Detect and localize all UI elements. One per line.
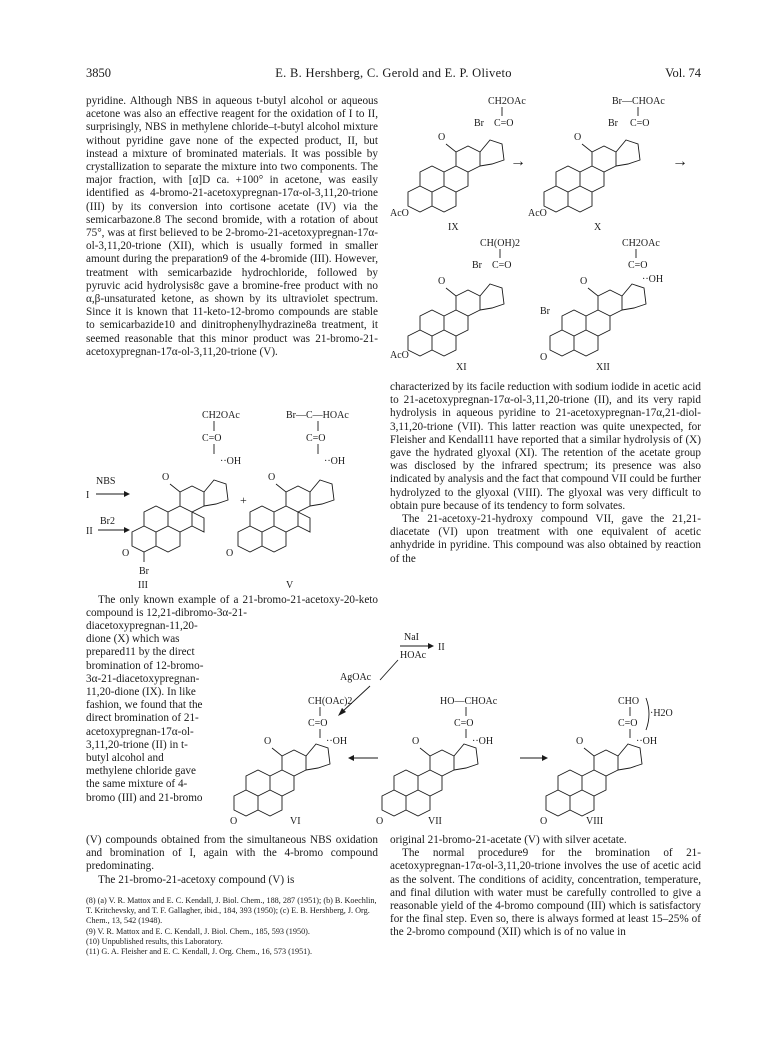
footnote-9: (9) V. R. Mattox and E. C. Kendall, J. Biol. Chem., 185, 593 (1950). [86, 926, 310, 936]
paragraph-text: (V) compounds obtained from the simultaneous NBS oxidation and bromination of I, again with the 4-bromo compound predominating. [86, 834, 378, 873]
x-o: O [574, 132, 582, 143]
nai-reagent: NaI [404, 632, 419, 643]
paragraph-text: characterized by its facile reduction with sodium iodide in acetic acid to 21-acetoxypregnan-17α-ol-3,11,20-trione (II), and its very rapid hydrolysis in aqueous pyridine to 21-acetoxypregnan-17α,21-diol-3,11,20-trione (VII). This latter reaction was quite unexpected, for Fleisher and Kendall11 have reported that a similar hydrolysis of (X) gave the hydrated glyoxal (XI). The retention of the acetate group was disclosed by the infrared spectrum; its presence was also indicated by analysis and the fact that compound VII could be further hydrolyzed to the glyoxal (VIII). The glyoxal was very difficult to obtain pure because of its tendency to form solvates. [390, 381, 701, 512]
vii-c20: C=O [454, 718, 474, 729]
xii-o: O [580, 276, 588, 287]
xi-label: XI [456, 362, 467, 373]
viii-oh: ··OH [636, 736, 658, 747]
x-sidechain: Br—CHOAc [612, 96, 665, 107]
viii-o: O [576, 736, 584, 747]
v-sidechain: Br—C—HOAc [286, 410, 349, 421]
br2-reagent: Br2 [100, 516, 115, 527]
hoac-reagent: HOAc [400, 650, 427, 661]
vi-oh: ··OH [326, 736, 348, 747]
vii-o: O [412, 736, 420, 747]
viii-sidechain: CHO [618, 696, 640, 707]
footnotes [86, 896, 378, 957]
xii-sidechain: CH2OAc [622, 238, 660, 249]
reactant-ii: II [86, 526, 93, 537]
vi-sidechain: CH(OAc)2 [308, 696, 353, 707]
iii-sidechain: CH2OAc [202, 410, 240, 421]
agoac-reagent: AgOAc [340, 672, 372, 683]
paragraph-text: pyridine. Although NBS in aqueous t-butyl alcohol or aqueous acetone was also an effective reagent for the oxidation of I to II, surprisingly, NBS in methylene chloride–t-butyl alcohol mixture without pyridine gave none of the expected product, II, but instead a mixture of brominated materials. It was possible by crystallization to separate the mixture into two components. The major fraction, with [α]D ca. +100° in acetone, was easily identified as 4-bromo-21-acetoxypregnan-17α-ol-3,11,20-trione (III) by its conversion into cortisone acetate (IV) via the semicarbazone.8 The second bromide, with a rotation of about 75°, was at first believed to be 2-bromo-21-acetoxypregnan-17α-ol-3,11,20-trione (XII), which is usually formed in smaller amount during the preparation9 of the 4-bromide (III). However, treatment with semicarbazide hydrochloride, followed by pyruvic acid hydrolysis8c gave a bromine-free product with no α,β-unsaturated ketone, as shown by its ultraviolet spectrum. Since it is known that 11-keto-12-bromo compounds are stable to semicarbazide10 and dinitrophenylhydrazine8a treatment, it seemed reasonable that this minor product was 21-bromo-21-acetoxypregnan-17α-ol-3,11,20-trione (V). [86, 95, 378, 358]
x-c20: C=O [630, 118, 650, 129]
paragraph-text: diacetoxypregnan-11,20-dione (X) which was prepared11 by the direct bromination of 12-bromo-3α-21-diacetoxypregnan-11,20-dione (IX). In like fashion, we found that the direct bromination of 21-acetoxypregnan-17α-ol-3,11,20-trione (II) in t-butyl alcohol and methylene chloride gave the same mixture of 4-bromo (III) and 21-bromo [86, 620, 204, 804]
product-ii: II [438, 642, 445, 653]
iii-oh: ··OH [220, 456, 242, 467]
vii-o3: O [376, 816, 384, 827]
xii-label: XII [596, 362, 610, 373]
iii-c20: C=O [202, 433, 222, 444]
vii-sidechain: HO—CHOAc [440, 696, 498, 707]
xii-o3: O [540, 352, 548, 363]
x-aco: AcO [528, 208, 547, 219]
scheme-ix-x-xi-xii [390, 92, 701, 382]
vi-o: O [264, 736, 272, 747]
volume-label: Vol. 74 [665, 66, 701, 80]
x-label: X [594, 222, 602, 233]
page-number: 3850 [86, 66, 111, 80]
scheme-iii-v [86, 406, 378, 592]
xi-aco: AcO [390, 350, 409, 361]
paragraph-text: original 21-bromo-21-acetate (V) with silver acetate. [390, 834, 627, 846]
footnote-10: (10) Unpublished results, this Laboratory. [86, 936, 223, 946]
xi-c20: C=O [492, 260, 512, 271]
viii-o3: O [540, 816, 548, 827]
running-header [86, 66, 701, 82]
left-column-para2-narrow [86, 620, 208, 805]
v-c20: C=O [306, 433, 326, 444]
ix-o: O [438, 132, 446, 143]
viii-c20: C=O [618, 718, 638, 729]
right-column-para3 [390, 834, 701, 940]
viii-h2o: ·H2O [650, 708, 673, 719]
v-oh: ··OH [324, 456, 346, 467]
vi-label: VI [290, 816, 301, 827]
xi-sidechain: CH(OH)2 [480, 238, 520, 249]
reactant-i: I [86, 490, 90, 501]
v-o3: O [226, 548, 234, 559]
iii-o: O [162, 472, 170, 483]
paragraph-text: The 21-acetoxy-21-hydroxy compound VII, gave the 21,21-diacetate (VI) upon treatment with one equivalent of acetic anhydride in pyridine. This compound was also obtained by reaction of the [390, 513, 701, 565]
left-column-para1 [86, 95, 378, 359]
footnote-8: (8) (a) V. R. Mattox and E. C. Kendall, J. Biol. Chem., 188, 287 (1951); (b) B. Koechlin, T. Kritchevsky, and T. F. Gallagher, ibid., 184, 393 (1950); (c) E. B. Hershberg, J. Org. Chem., 13, 542 (1948). [86, 896, 377, 926]
paragraph-text: The normal procedure9 for the bromination of 21-acetoxypregnan-17α-ol-3,11,20-trione involves the use of acetic acid as the solvent. The conditions of acidity, concentration, temperature, and final dilution with water must be carefully controlled to give a reasonable yield of the 4-bromo compound (III) which is satisfactory for the final step. Even so, there is always formed at least 15–25% of the 2-bromo compound (XII) which is of no value in [390, 847, 701, 939]
plus-sign: + [240, 493, 247, 507]
vii-oh: ··OH [472, 736, 494, 747]
iii-label: III [138, 580, 148, 591]
xii-c20: C=O [628, 260, 648, 271]
ix-sidechain: CH2OAc [488, 96, 526, 107]
footnote-11: (11) G. A. Fleisher and E. C. Kendall, J. Org. Chem., 16, 573 (1951). [86, 947, 313, 957]
paragraph-text: The only known example of a 21-bromo-21-acetoxy-20-keto compound is 12,21-dibromo-3α-21- [86, 594, 378, 620]
ix-aco: AcO [390, 208, 409, 219]
iii-o3: O [122, 548, 130, 559]
paragraph-text: The 21-bromo-21-acetoxy compound (V) is [98, 873, 295, 886]
reaction-arrow-2: → [672, 153, 688, 170]
vi-o3: O [230, 816, 238, 827]
scheme-vi-vii-viii [230, 632, 705, 832]
xii-br: Br [540, 306, 550, 317]
xii-oh: ··OH [642, 274, 664, 285]
ix-br: Br [474, 118, 484, 129]
ix-c20: C=O [494, 118, 514, 129]
iii-br: Br [139, 566, 149, 577]
x-br: Br [608, 118, 618, 129]
reaction-arrow-1: → [510, 153, 526, 170]
v-o: O [268, 472, 276, 483]
right-column-para1 [390, 381, 701, 566]
v-label: V [286, 580, 294, 591]
left-column-para2-bottom [86, 834, 378, 887]
vi-c20: C=O [308, 718, 328, 729]
nbs-reagent: NBS [96, 476, 116, 487]
running-title: E. B. Hershberg, C. Gerold and E. P. Oliveto [275, 66, 512, 80]
xi-br: Br [472, 260, 482, 271]
viii-label: VIII [586, 816, 604, 827]
ix-label: IX [448, 222, 459, 233]
xi-o: O [438, 276, 446, 287]
left-column-para2-top [86, 594, 378, 620]
vii-label: VII [428, 816, 442, 827]
